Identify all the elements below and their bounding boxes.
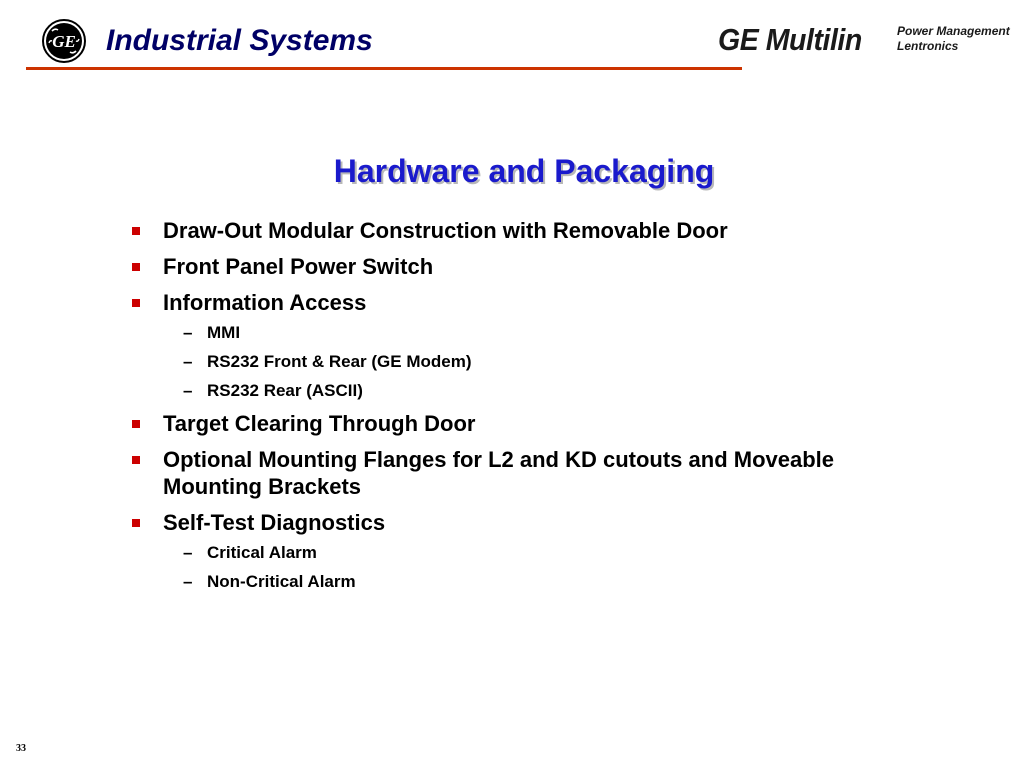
bullet-square-icon	[132, 519, 140, 527]
bullet-text: Target Clearing Through Door	[163, 411, 476, 436]
bullet-item	[130, 289, 850, 316]
sub-bullet-text: Critical Alarm	[207, 543, 317, 562]
dash-icon: –	[183, 323, 193, 342]
bullet-item	[130, 410, 850, 437]
bullet-text: Front Panel Power Switch	[163, 254, 434, 279]
bullet-text: Draw-Out Modular Construction with Removable Door	[163, 218, 728, 243]
bullet-item	[130, 217, 850, 244]
bullet-item	[130, 509, 850, 536]
brand-subtitle	[897, 24, 1010, 54]
sub-bullet-text: MMI	[207, 323, 241, 342]
bullet-item	[130, 446, 850, 500]
ge-monogram-logo	[42, 19, 86, 63]
sub-bullet-item	[130, 571, 850, 592]
bullet-square-icon	[132, 456, 140, 464]
bullet-text: Information Access	[163, 290, 367, 315]
sub-bullet-text: RS232 Front & Rear (GE Modem)	[207, 352, 472, 371]
bullet-square-icon	[132, 299, 140, 307]
ge-logo-lettering: GE	[52, 32, 76, 51]
bullet-square-icon	[132, 263, 140, 271]
bullet-text: Self-Test Diagnostics	[163, 510, 386, 535]
bullet-text: Optional Mounting Flanges for L2 and KD cutouts and Moveable Mounting Brackets	[163, 447, 835, 499]
brand-subtitle-line-1: Power Management	[897, 24, 1010, 38]
brand-wordmark: GE Multilin	[718, 22, 862, 57]
sub-bullet-item	[130, 380, 850, 401]
bullet-square-icon	[132, 420, 140, 428]
dash-icon: –	[183, 381, 193, 400]
slide-title: Hardware and Packaging	[333, 153, 715, 189]
dash-icon: –	[183, 352, 193, 371]
header-divider	[26, 67, 742, 70]
sub-bullet-text: RS232 Rear (ASCII)	[207, 381, 363, 400]
sub-bullet-item	[130, 322, 850, 343]
sub-bullet-item	[130, 351, 850, 372]
sub-bullet-item	[130, 542, 850, 563]
brand-subtitle-line-2: Lentronics	[897, 39, 959, 53]
dash-icon: –	[183, 543, 193, 562]
bullet-list	[130, 217, 850, 592]
company-title: Industrial Systems	[106, 24, 373, 57]
bullet-square-icon	[132, 227, 140, 235]
dash-icon: –	[183, 572, 193, 591]
sub-bullet-text: Non-Critical Alarm	[207, 572, 356, 591]
page-number: 33	[16, 743, 26, 754]
bullet-item	[130, 253, 850, 280]
